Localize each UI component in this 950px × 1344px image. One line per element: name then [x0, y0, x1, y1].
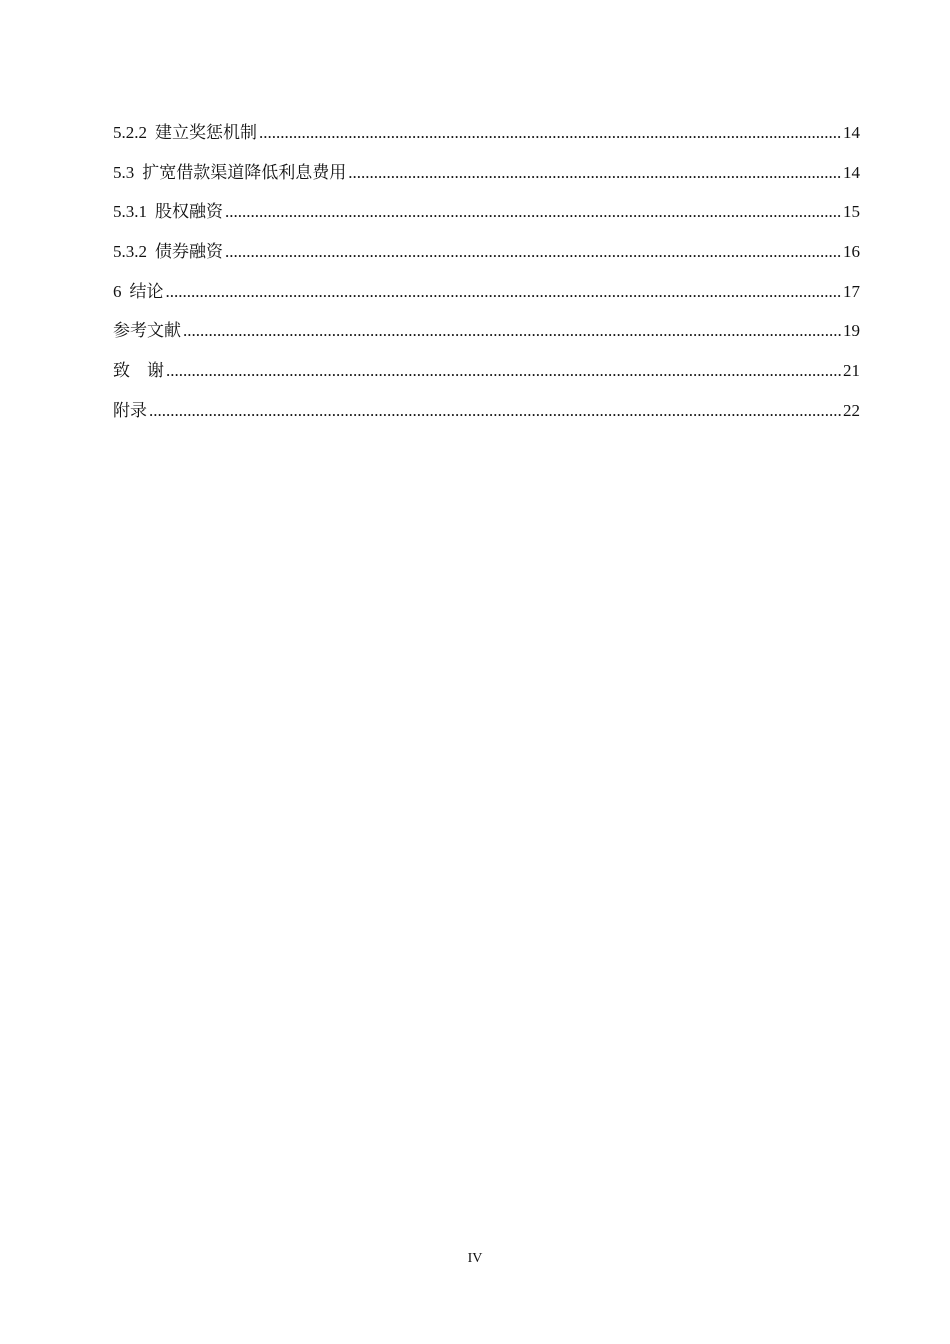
dot-leader [166, 356, 841, 386]
toc-entry-number: 5.3 [113, 162, 135, 182]
toc-entry-text: 致 谢 [113, 361, 164, 381]
dot-leader [166, 277, 842, 307]
toc-entry-title [113, 158, 348, 188]
table-of-contents [113, 118, 860, 436]
toc-entry-page: 21 [843, 361, 860, 381]
toc-entry-text: 扩宽借款渠道降低利息费用 [142, 162, 347, 182]
toc-entry-page: 16 [843, 242, 860, 262]
toc-entry-page: 14 [843, 123, 860, 142]
toc-entry-number: 5.3.1 [113, 202, 147, 222]
toc-entry-page: 22 [843, 400, 860, 420]
toc-entry[interactable] [113, 396, 860, 436]
toc-entry-page: 14 [843, 162, 860, 182]
toc-entry-text: 附录 [113, 400, 147, 420]
toc-entry-text: 参考文献 [113, 321, 181, 341]
dot-leader [149, 396, 841, 426]
toc-entry-text: 债券融资 [155, 242, 223, 262]
toc-entry-title [113, 356, 166, 386]
toc-entry-title [113, 277, 166, 307]
toc-entry-page: 15 [843, 202, 860, 222]
toc-entry-text: 股权融资 [155, 202, 223, 222]
toc-entry[interactable] [113, 277, 860, 317]
dot-leader [259, 118, 841, 148]
toc-entry[interactable] [113, 316, 860, 356]
toc-entry-number: 5.3.2 [113, 242, 147, 262]
toc-entry-title [113, 396, 149, 426]
dot-leader [348, 158, 841, 188]
page-number-footer: IV [467, 1251, 483, 1266]
toc-entry[interactable] [113, 197, 860, 237]
toc-entry-title [113, 237, 225, 267]
toc-entry-title [113, 316, 183, 346]
toc-entry-number: 6 [113, 281, 122, 301]
dot-leader [225, 237, 841, 267]
toc-entry[interactable] [113, 356, 860, 396]
toc-entry-title [113, 118, 259, 148]
toc-entry-page: 19 [843, 321, 860, 341]
toc-entry[interactable] [113, 237, 860, 277]
toc-entry[interactable] [113, 118, 860, 158]
toc-entry-title [113, 197, 225, 227]
toc-entry-page: 17 [843, 281, 860, 301]
toc-entry-number: 5.2.2 [113, 123, 147, 142]
toc-entry-text: 结论 [129, 281, 164, 301]
toc-entry-text: 建立奖惩机制 [155, 123, 257, 142]
dot-leader [225, 197, 841, 227]
dot-leader [183, 316, 841, 346]
toc-entry[interactable] [113, 158, 860, 198]
